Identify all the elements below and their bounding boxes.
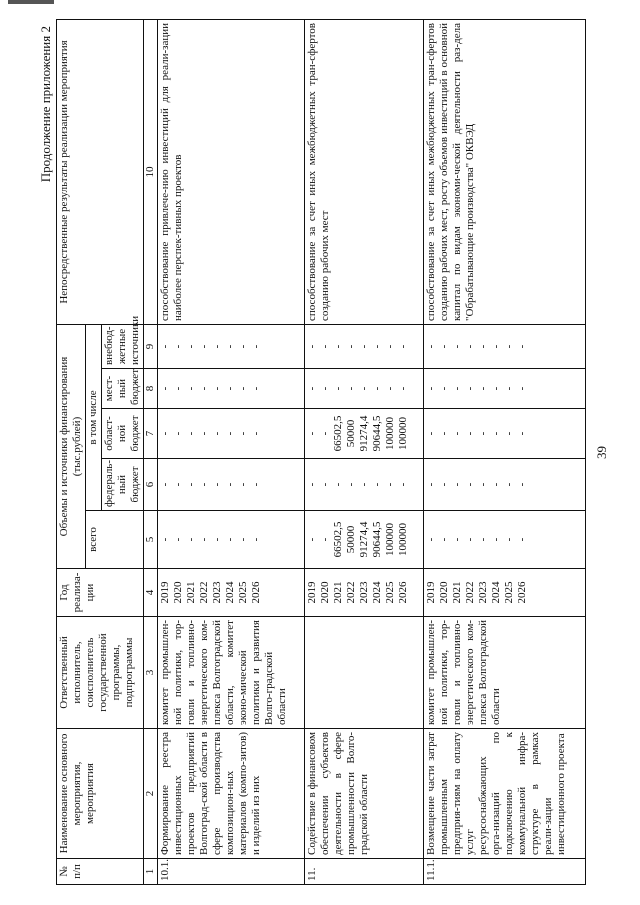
header-local: мест-ный бюджет: [101, 369, 143, 409]
colnum: 7: [143, 409, 157, 459]
header-name: Наименование основного мероприятия, мероприятия: [57, 729, 144, 859]
row-name: Содействие в финансовом обеспечении субъектов деятельности в сфере промышленности Волго-градской области: [305, 729, 424, 859]
row-total: - - - - - - - -: [424, 511, 586, 569]
colnum: 9: [143, 324, 157, 368]
colnum: 2: [143, 729, 157, 859]
scan-edge-mark: [8, 0, 54, 4]
row-regional: - - - - - - - -: [157, 409, 305, 459]
row-result: способствование привлече-нию инвестиций для реали-зации наиболее перспек-тивных проектов: [157, 19, 305, 324]
header-responsible: Ответственный исполнитель, соисполнитель государственной программы, подпрограммы: [57, 617, 144, 729]
header-funding: Объемы и источники финансирования (тыс.рублей): [57, 324, 86, 568]
row-no: 10.1.: [157, 859, 305, 885]
header-including: в том числе: [85, 324, 101, 510]
row-regional: - - - - - - - -: [424, 409, 586, 459]
header-year: Год реализа-ции: [57, 569, 144, 617]
row-responsible: комитет промышлен-ной политики, тор-говли и топливно-энергетического ком-плекса Волгоградской области, комитет эконо-мической политики и развития Волго-градской области: [157, 617, 305, 729]
colnum: 8: [143, 369, 157, 409]
row-regional: - - 66502,5 50000 91274,4 90644,5 100000 100000: [305, 409, 424, 459]
colnum: 3: [143, 617, 157, 729]
header-extrabudget: внебюд-жетные источники: [101, 324, 143, 368]
row-federal: - - - - - - - -: [305, 459, 424, 511]
row-extrabudget: - - - - - - - -: [424, 324, 586, 368]
row-federal: - - - - - - - -: [424, 459, 586, 511]
row-no: 11.1.: [424, 859, 586, 885]
row-total: - - 66502,5 50000 91274,4 90644,5 100000 100000: [305, 511, 424, 569]
row-local: - - - - - - - -: [305, 369, 424, 409]
colnum: 5: [143, 511, 157, 569]
program-table: [56, 19, 586, 885]
table-row: [157, 19, 305, 884]
column-numbers-row: [143, 19, 157, 884]
row-result: способствование за счет иных межбюджетных тран-сфертов созданию рабочих мест: [305, 19, 424, 324]
rotated-content: [38, 20, 618, 885]
row-local: - - - - - - - -: [424, 369, 586, 409]
header-regional: област-ной бюджет: [101, 409, 143, 459]
continuation-label: Продолжение приложения 2: [38, 26, 53, 183]
colnum: 10: [143, 19, 157, 324]
row-responsible: комитет промышлен-ной политики, тор-говли и топливно-энергетического ком-плекса Волгоградской области: [424, 617, 586, 729]
row-federal: - - - - - - - -: [157, 459, 305, 511]
row-years: 2019 2020 2021 2022 2023 2024 2025 2026: [157, 569, 305, 617]
row-no: 11.: [305, 859, 424, 885]
row-extrabudget: - - - - - - - -: [157, 324, 305, 368]
document-page: [38, 20, 618, 885]
table-row: [305, 19, 424, 884]
header-total: всего: [85, 511, 143, 569]
row-extrabudget: - - - - - - - -: [305, 324, 424, 368]
colnum: 6: [143, 459, 157, 511]
row-total: - - - - - - - -: [157, 511, 305, 569]
table-row: [424, 19, 586, 884]
colnum: 4: [143, 569, 157, 617]
row-result: способствование за счет иных межбюджетных тран-сфертов созданию рабочих мест, росту объемов инвестиций в основной капитал по видам экономи-ческой деятельности раз-дела "Обрабатывающие производства" ОКВЭД: [424, 19, 586, 324]
header-no: № п/п: [57, 859, 144, 885]
row-name: Возмещение части затрат промышленным предприя-тиям на оплату услуг ресурсоснабжающих орга-низаций по подключению к коммунальной инфра-структуре в рамках реали-зации инвестиционного проекта: [424, 729, 586, 859]
colnum: 1: [143, 859, 157, 885]
row-years: 2019 2020 2021 2022 2023 2024 2025 2026: [305, 569, 424, 617]
row-local: - - - - - - - -: [157, 369, 305, 409]
row-years: 2019 2020 2021 2022 2023 2024 2025 2026: [424, 569, 586, 617]
row-responsible: [305, 617, 424, 729]
row-name: Формирование реестра инвестиционных проектов предприятий Волгоград-ской области в сфере производства композицион-ных материалов (компо-зитов) и изделий из них: [157, 729, 305, 859]
header-federal: федераль-ный бюджет: [101, 459, 143, 511]
header-results: Непосредственные результаты реализации мероприятия: [57, 19, 144, 324]
page-number: 39: [594, 446, 609, 459]
